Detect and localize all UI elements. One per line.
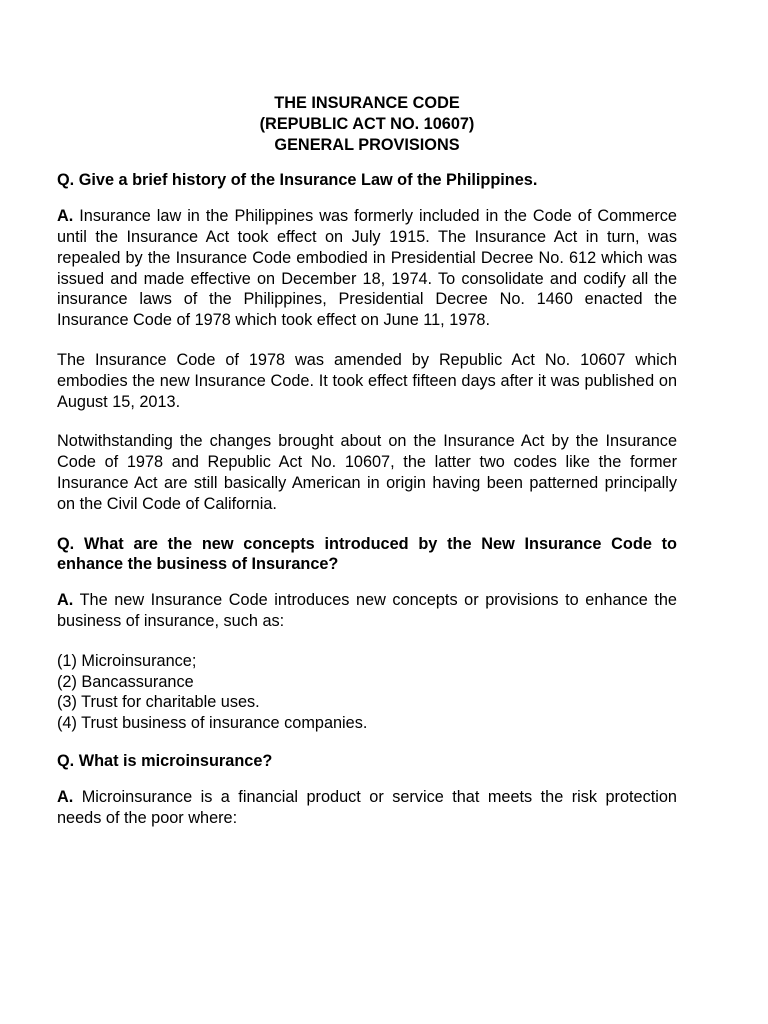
title-line-2: (REPUBLIC ACT NO. 10607) (259, 114, 475, 133)
concepts-list (57, 651, 677, 734)
answer-2-paragraph (57, 590, 677, 632)
answer-2-text: The new Insurance Code introduces new concepts or provisions to enhance the business of insurance, such as: (57, 591, 677, 630)
answer-3-text: Microinsurance is a financial product or service that meets the risk protection needs of the poor where: (57, 787, 677, 827)
question-2: Q. What are the new concepts introduced by the New Insurance Code to enhance the business of Insurance? (57, 534, 677, 574)
question-3: Q. What is microinsurance? (57, 751, 273, 770)
answer-label: A. (57, 207, 74, 226)
answer-1-paragraph-3: Notwithstanding the changes brought about on the Insurance Act by the Insurance Code of 1978 and Republic Act No. 10607, the latter two codes like the former Insurance Act are still basically American in origin having been patterned principally on the Civil Code of California. (57, 432, 677, 513)
list-item: (1) Microinsurance; (57, 651, 197, 670)
list-item: (2) Bancassurance (57, 672, 194, 691)
answer-1-paragraph-2: The Insurance Code of 1978 was amended by Republic Act No. 10607 which embodies the new Insurance Code. It took effect fifteen days after it was published on August 15, 2013. (57, 350, 677, 411)
list-item: (4) Trust business of insurance companies. (57, 714, 368, 733)
document-title (57, 93, 677, 155)
answer-3-paragraph (57, 787, 677, 829)
list-item: (3) Trust for charitable uses. (57, 693, 260, 712)
title-line-1: THE INSURANCE CODE (274, 94, 460, 112)
question-1: Q. Give a brief history of the Insurance Law of the Philippines. (57, 171, 538, 190)
title-line-3: GENERAL PROVISIONS (274, 135, 460, 154)
answer-1-paragraph-1 (57, 206, 677, 331)
answer-1-text: Insurance law in the Philippines was formerly included in the Code of Commerce until the Insurance Act took effect on July 1915. The Insurance Act in turn, was repealed by the Insurance Code embodied in Presidential Decree No. 612 which was issued and made effective on December 18, 1974. To consolidate and codify all the insurance laws of the Philippines, Presidential Decree No. 1460 enacted the Insurance Code of 1978 which took effect on June 11, 1978. (57, 207, 677, 330)
answer-label: A. (57, 787, 74, 806)
answer-label: A. (57, 591, 74, 610)
